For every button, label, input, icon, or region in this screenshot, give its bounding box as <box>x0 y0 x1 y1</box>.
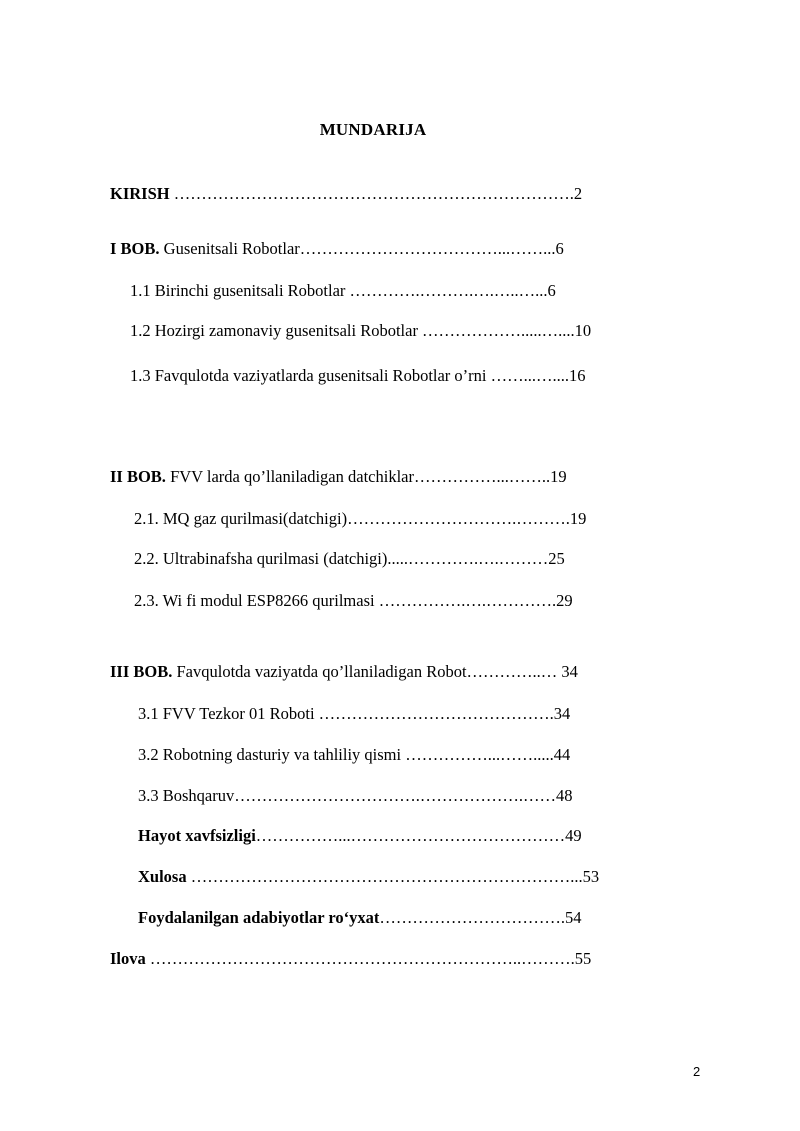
toc-entry-2-1 <box>134 509 586 529</box>
toc-entry-text: 3.2 Robotning dasturiy va tahliliy qismi ……………...…….....44 <box>138 745 571 764</box>
toc-entry-text: 3.1 FVV Tezkor 01 Roboti …………………………………….34 <box>138 704 571 723</box>
toc-entry-text: 1.2 Hozirgi zamonaviy gusenitsali Robotlar ……………….....…....10 <box>130 321 592 340</box>
toc-entry-text: Gusenitsali Robotlar………………………………...……...6 <box>159 239 564 258</box>
toc-entry-text: 1.1 Birinchi gusenitsali Robotlar ………….……….….…..…...6 <box>130 281 556 300</box>
toc-entry-bold: Foydalanilgan adabiyotlar ro‘yxat <box>138 908 380 927</box>
toc-entry-bold: KIRISH <box>110 184 170 203</box>
toc-entry-text: 2.1. MQ gaz qurilmasi(datchigi)………………………….……….19 <box>134 509 587 528</box>
toc-entry-bold: Hayot xavfsizligi <box>138 826 256 845</box>
toc-entry-bold: Ilova <box>110 949 146 968</box>
toc-entry-bob-1 <box>110 239 564 259</box>
toc-entry-text: Favqulotda vaziyatda qo’llaniladigan Robot…………..… 34 <box>172 662 578 681</box>
toc-entry-1-3 <box>130 366 586 386</box>
toc-entry-3-1 <box>138 704 570 724</box>
toc-entry-text: …………………………………………………………..……….55 <box>145 949 592 968</box>
page-title: MUNDARIJA <box>319 120 427 139</box>
toc-entry-text: 2.3. Wi fi modul ESP8266 qurilmasi …………….….………….29 <box>134 591 573 610</box>
toc-entry-bob-2 <box>110 467 567 487</box>
toc-entry-bold: Xulosa <box>138 867 187 886</box>
toc-entry-text: FVV larda qo’llaniladigan datchiklar……………...……..19 <box>165 467 567 486</box>
page-number: 2 <box>693 1064 701 1079</box>
toc-entry-xulosa <box>138 867 599 887</box>
toc-entry-bold: II BOB. <box>110 467 166 486</box>
toc-entry-text: 2.2. Ultrabinafsha qurilmasi (datchigi).....………….….………25 <box>134 549 565 568</box>
toc-entry-text: 1.3 Favqulotda vaziyatlarda gusenitsali Robotlar o’rni ……...…....16 <box>130 366 586 385</box>
toc-entry-hayot-xavfsizligi <box>138 826 582 846</box>
toc-entry-text: ……………………………………………………………...53 <box>186 867 600 886</box>
toc-entry-bold: I BOB. <box>110 239 160 258</box>
toc-entry-text: ……………...…………………………………49 <box>255 826 582 845</box>
toc-entry-2-3 <box>134 591 573 611</box>
toc-entry-kirish <box>110 184 582 204</box>
toc-entry-bold: III BOB. <box>110 662 173 681</box>
toc-entry-text: 3.3 Boshqaruv…………………………….……………….……48 <box>138 786 573 805</box>
toc-entry-1-2 <box>130 321 591 341</box>
toc-entry-bob-3 <box>110 662 578 682</box>
toc-entry-1-1 <box>130 281 556 301</box>
toc-entry-3-3 <box>138 786 573 806</box>
toc-entry-text: …………………………….54 <box>379 908 582 927</box>
toc-entry-text: ……………………………………………………………….2 <box>169 184 583 203</box>
toc-entry-adabiyotlar <box>138 908 582 928</box>
toc-entry-3-2 <box>138 745 570 765</box>
toc-entry-2-2 <box>134 549 565 569</box>
toc-entry-ilova <box>110 949 591 969</box>
